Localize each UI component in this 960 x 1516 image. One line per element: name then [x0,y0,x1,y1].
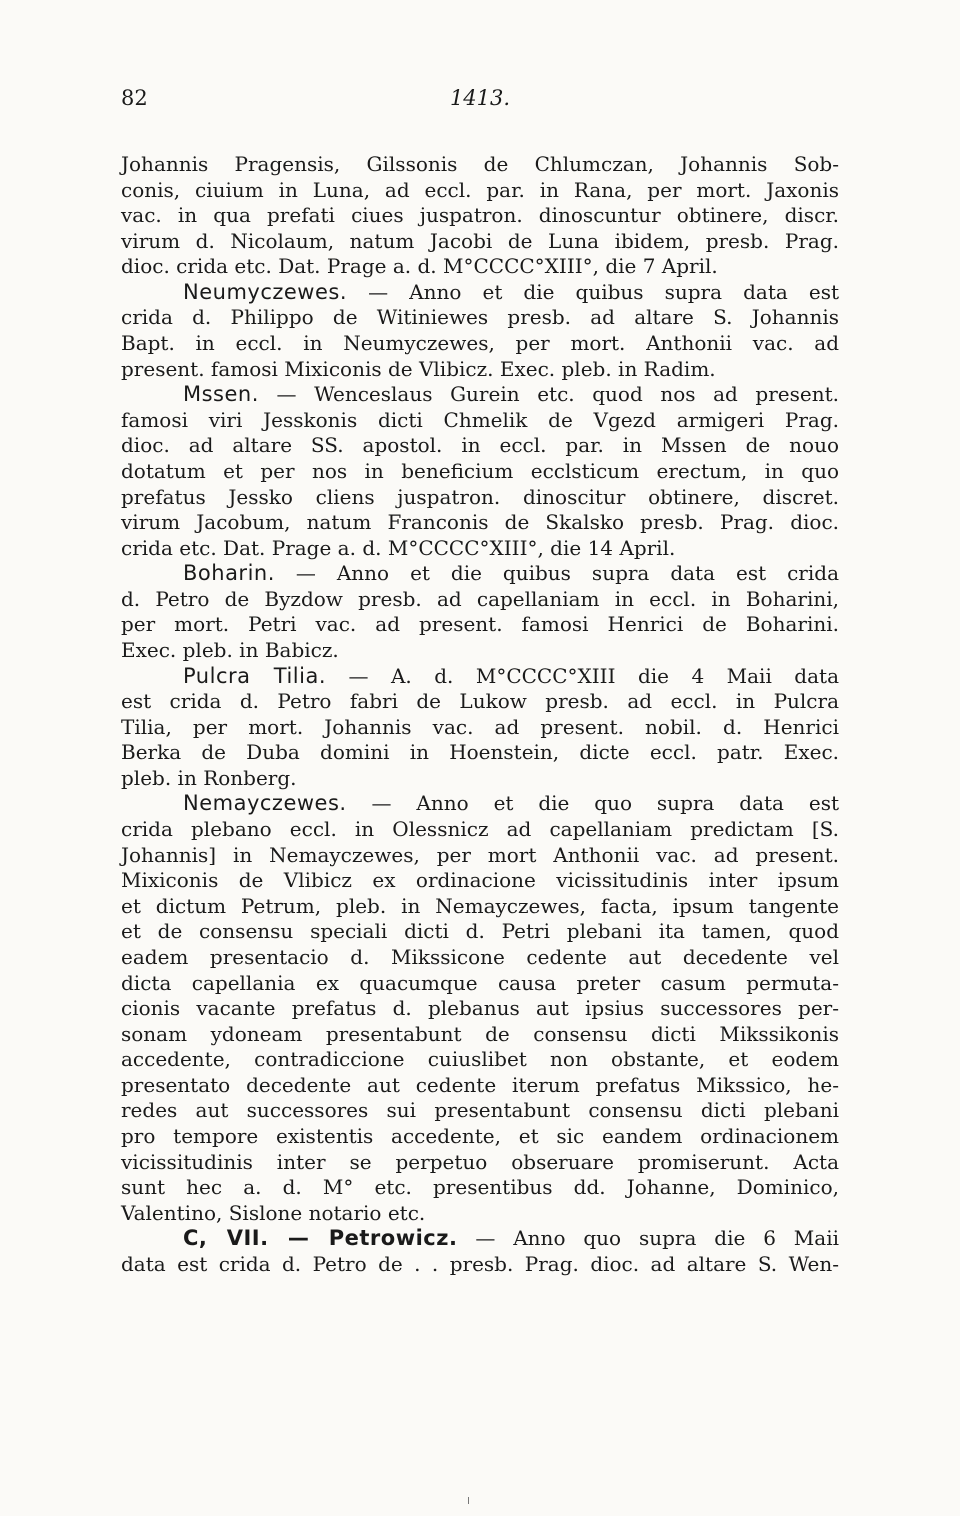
line-text: crida d. Philippo de Witiniewes presb. ad altare S. Johannis [121,305,839,330]
page-number: 82 [121,86,148,110]
text-line [121,817,839,843]
text-line [121,1073,839,1099]
text-line [121,1124,839,1150]
line-text: Mixiconis de Vlibicz ex ordinacione vicissitudinis inter ipsum [121,868,839,893]
place-name: C, VII. — Petrowicz. [183,1226,458,1251]
page-body-text [121,152,839,1277]
text-line [121,587,839,613]
text-line [121,178,839,204]
line-text: sunt hec a. d. M° etc. presentibus dd. Johanne, Dominico, [121,1175,839,1200]
text-line [121,1098,839,1124]
print-mark [468,1497,469,1504]
text-line [121,612,839,638]
text-line [121,408,839,434]
line-text: Johannis Pragensis, Gilssonis de Chlumczan, Johannis Sob- [121,152,839,176]
place-name: Mssen. [183,382,259,407]
line-text: pleb. in Ronberg. [121,765,297,790]
text-line [121,868,839,894]
line-text: famosi viri Jesskonis dicti Chmelik de Vgezd armigeri Prag. [121,407,839,432]
place-name: Pulcra Tilia. [183,663,327,688]
entry-heading-line [121,561,839,587]
text-line [121,510,839,536]
line-text: Johannis] in Nemayczewes, per mort Anthonii vac. ad present. [121,842,839,867]
line-text: Berka de Duba domini in Hoenstein, dicte eccl. patr. Exec. [121,740,839,765]
text-line [121,638,839,664]
line-text: est crida d. Petro fabri de Lukow presb. ad eccl. in Pulcra [121,689,839,714]
text-line [121,305,839,331]
line-text: et dictum Petrum, pleb. in Nemayczewes, facta, ipsum tangente [121,893,839,918]
line-text: dioc. crida etc. Dat. Prage a. d. M°CCCC°XIII°, die 7 April. [121,254,718,279]
text-line [121,1047,839,1073]
line-text: prefatus Jessko cliens juspatron. dinoscitur obtinere, discret. [121,484,839,509]
line-text: eadem presentacio d. Mikssicone cedente aut decedente vel [121,944,839,969]
text-line [121,536,839,562]
text-line [121,1150,839,1176]
line-text: — A. d. M°CCCC°XIII die 4 Maii data [326,663,839,688]
text-line [121,459,839,485]
line-text: cionis vacante prefatus d. plebanus aut ipsius successores per- [121,996,839,1021]
line-text: presentato decedente aut cedente iterum prefatus Mikssico, he- [121,1072,839,1097]
line-text: — Anno et die quibus supra data est crida [274,561,839,586]
text-line [121,229,839,255]
text-line [121,357,839,383]
line-text: pro tempore existentis accedente, et sic eandem ordinacionem [121,1123,839,1148]
text-line [121,689,839,715]
text-line [121,971,839,997]
text-line [121,485,839,511]
text-line [121,1022,839,1048]
place-name: Neumyczewes. [183,279,348,304]
line-text: dicta capellania ex quacumque causa preter casum permuta- [121,970,839,995]
line-text: vac. in qua prefati ciues juspatron. dinoscuntur obtinere, discr. [121,203,839,228]
text-line [121,996,839,1022]
line-text: dotatum et per nos in beneficium ecclsticum erectum, in quo [121,458,839,483]
running-head-year: 1413. [449,86,511,110]
line-text: — Wenceslaus Gurein etc. quod nos ad present. [258,382,839,407]
line-text: Tilia, per mort. Johannis vac. ad present. nobil. d. Henrici [121,714,839,739]
entry-heading-line [121,382,839,408]
line-text: d. Petro de Byzdow presb. ad capellaniam in eccl. in Boharini, [121,586,839,611]
line-text: crida etc. Dat. Prage a. d. M°CCCC°XIII°, die 14 April. [121,535,676,560]
text-line [121,843,839,869]
text-line [121,945,839,971]
place-name: Boharin. [183,561,275,586]
line-text: per mort. Petri vac. ad present. famosi Henrici de Boharini. [121,612,839,637]
page-header [121,86,839,116]
text-line [121,715,839,741]
text-line [121,919,839,945]
line-text: — Anno quo supra die 6 Maii [457,1226,840,1251]
line-text: sonam ydoneam presentabunt de consensu dicti Mikssikonis [121,1021,839,1046]
text-line [121,1252,839,1278]
line-text: et de consensu speciali dicti d. Petri plebani ita tamen, quod [121,919,839,944]
line-text: dioc. ad altare SS. apostol. in eccl. par. in Mssen de nouo [121,433,839,458]
place-name: Nemayczewes. [183,791,347,816]
line-text: — Anno et die quibus supra data est [347,279,839,304]
line-text: accedente, contradiccione cuiuslibet non obstante, et eodem [121,1047,839,1072]
entry-heading-line [121,280,839,306]
text-line [121,894,839,920]
text-line [121,254,839,280]
entry-heading-line [121,791,839,817]
line-text: crida plebano eccl. in Olessnicz ad capellaniam predictam [S. [121,817,839,842]
text-line [121,740,839,766]
line-text: Exec. pleb. in Babicz. [121,637,339,662]
line-text: vicissitudinis inter se perpetuo obseruare promiserunt. Acta [121,1149,839,1174]
text-line [121,331,839,357]
line-text: redes aut successores sui presentabunt consensu dicti plebani [121,1098,839,1123]
line-text: Valentino, Sislone notario etc. [121,1200,426,1225]
text-line [121,1201,839,1227]
line-text: Bapt. in eccl. in Neumyczewes, per mort. Anthonii vac. ad [121,331,839,356]
line-text: present. famosi Mixiconis de Vlibicz. Exec. pleb. in Radim. [121,356,716,381]
text-line [121,766,839,792]
entry-heading-line [121,664,839,690]
line-text: — Anno et die quo supra data est [346,791,839,816]
text-line [121,433,839,459]
text-line [121,203,839,229]
line-text: data est crida d. Petro de . . presb. Prag. dioc. ad altare S. Wen- [121,1251,839,1276]
line-text: conis, ciuium in Luna, ad eccl. par. in Rana, per mort. Jaxonis [121,177,839,202]
line-text: virum Jacobum, natum Franconis de Skalsko presb. Prag. dioc. [121,510,839,535]
text-line [121,152,839,178]
entry-heading-line [121,1226,839,1252]
line-text: virum d. Nicolaum, natum Jacobi de Luna ibidem, presb. Prag. [121,228,839,253]
text-line [121,1175,839,1201]
